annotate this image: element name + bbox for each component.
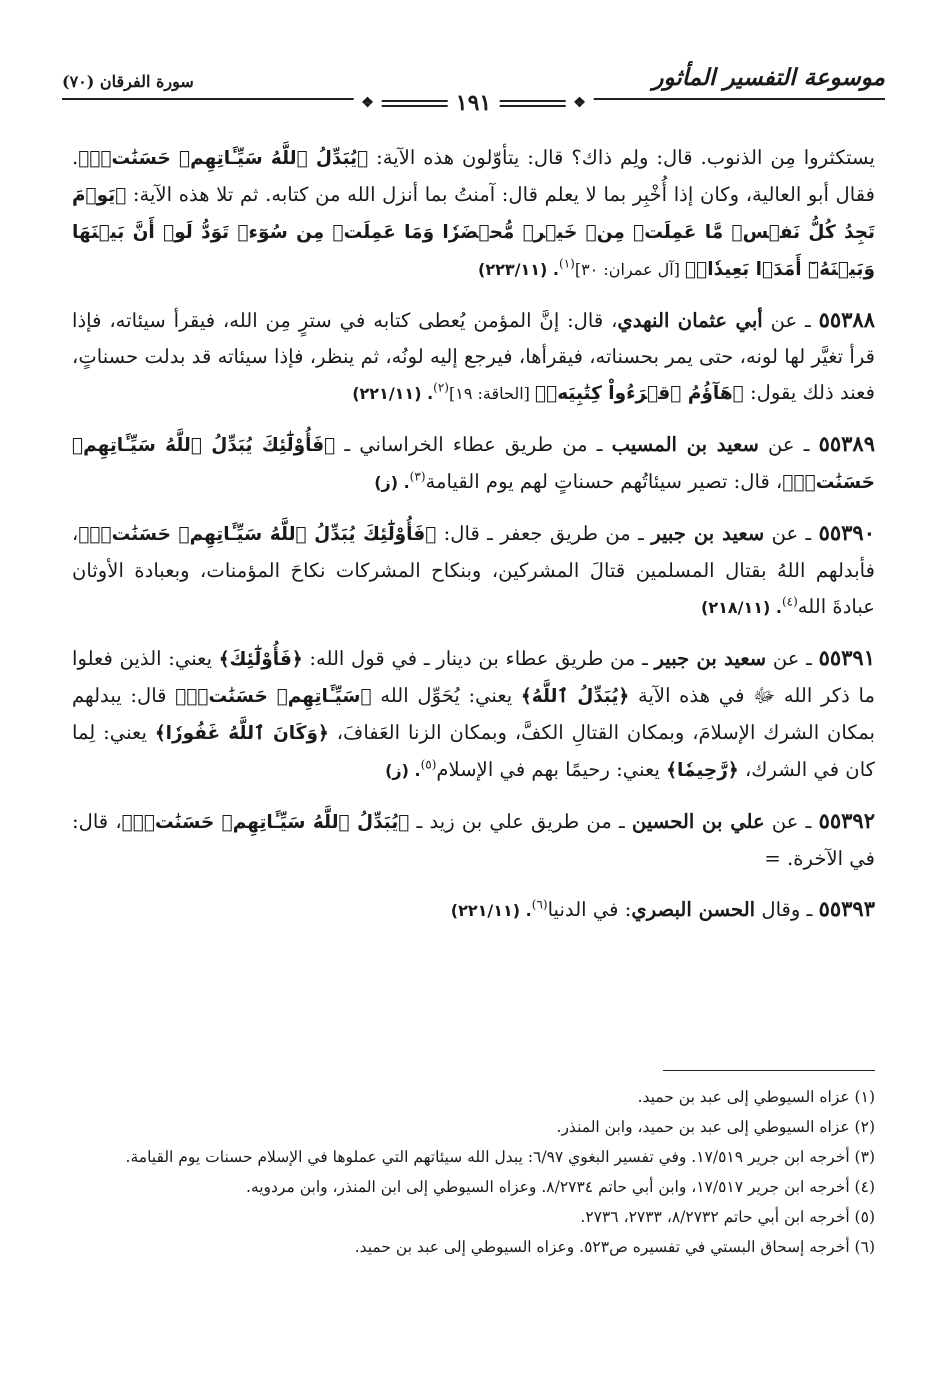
text-run: ، فأبدلهم اللهُ بقتال المسلمين قتالَ المشركين، وبنكاح المشركات نكاحَ المؤمنات، وبعبادة الأوثان عبادةَ الله [72,522,875,618]
footnote-marker[interactable]: (١) [559,256,575,271]
quran-quote: ﴿يُبَدِّلُ ٱللَّهُ سَيِّـَٔاتِهِمۡ حَسَنَٰتٖۗ﴾ [121,812,410,833]
footnote-item: (١) عزاه السيوطي إلى عبد بن حميد. [637,1088,875,1106]
footnote-marker[interactable]: (٦) [531,897,548,912]
text-run: يعني: لِما كان في الشرك، [72,721,875,781]
narrator-name: سعيد بن جبير [651,522,765,545]
text-run: ـ من طريق عطاء الخراساني ـ [335,433,612,456]
text-run: يعني: يُحَوِّل الله [371,684,521,707]
book-title: موسوعة التفسير المأثور [652,64,885,91]
footnote-item: (٣) أخرجه ابن جرير ١٧/٥١٩. وفي تفسير البغوي ٦/٩٧: يبدل الله سيئاتهم التي عملوها في الإسلام حسنات يوم القيامة. [125,1148,875,1166]
volume-page-reference: . (ز) [385,761,421,780]
footnote-marker[interactable]: (٣) [409,469,426,484]
quran-quote: ﴿وَكَانَ ٱللَّهُ غَفُورٗا﴾ [154,723,329,744]
quran-quote: ﴿سَيِّـَٔاتِهِمۡ حَسَنَٰتٖۗ﴾ [175,686,372,707]
text-run: ـ عن [764,810,819,833]
quran-quote: ﴿فَأُوْلَٰٓئِكَ يُبَدِّلُ ٱللَّهُ سَيِّـَٔاتِهِمۡ حَسَنَٰتٖۗ﴾ [78,524,437,545]
text-run: . فقال أبو العالية، وكان إذا أُخْبِر بما لا يعلم قال: آمنتُ بما أنزل الله من كتابه. ثم تلا هذه الآية: [72,146,875,206]
quran-quote: ﴿يَوۡمَ تَجِدُ كُلُّ نَفۡسٖ مَّا عَمِلَتۡ مِنۡ خَيۡرٖ مُّحۡضَرٗا وَمَا عَمِلَتۡ مِن سُوٓءٖ تَوَدُّ لَوۡ أَنَّ بَيۡنَهَا وَبَيۡنَهُۥٓ أَمَدَۢا بَعِيدٗاۗ﴾ [72,185,875,280]
text-run: ـ عن [762,309,819,332]
footnote-item: (٤) أخرجه ابن جرير ١٧/٥١٧، وابن أبي حاتم ٨/٢٧٣٤. وعزاه السيوطي إلى ابن المنذر، وابن مردويه. [245,1178,875,1196]
page-number: ١٩١ [455,90,492,116]
text-run: يعني: الذين فعلوا ما ذكر الله ﷻ في هذه الآية [72,647,875,707]
footnote-item: (٢) عزاه السيوطي إلى عبد بن حميد، وابن المنذر. [556,1118,875,1136]
text-run: ، قال: إنَّ المؤمن يُعطى كتابه في سترٍ مِن الله، فيقرأ سيئاته، فإذا قرأ تغيَّر لها لونه، حتى يمر بحسناته، فيقرأها، فيرجع إليه لونُه، ثم ينظر، فإذا سيئاته قد بدلت حسناتٍ، فعند ذلك يقول: [72,309,875,404]
footnote-marker[interactable]: (٤) [781,594,798,609]
footnotes [72,1082,875,1262]
narrator-name: علي بن الحسين [631,810,765,833]
verse-reference: [آل عمران: ٣٠] [574,260,686,279]
quran-quote: ﴿يُبَدِّلُ ٱللَّهُ سَيِّـَٔاتِهِمۡ حَسَنَٰتٖۗ﴾ [78,148,369,169]
narration-paragraph [72,140,875,288]
ornament-diamond-icon: ❖ [573,95,586,111]
narration-paragraph [72,891,875,929]
quran-quote: ﴿فَأُوْلَٰٓئِكَ﴾ [218,649,303,670]
narration-paragraph [72,803,875,877]
quran-quote: ﴿هَآؤُمُ ٱقۡرَءُواْ كِتَٰبِيَهۡ﴾ [534,383,744,404]
narration-paragraph [72,640,875,789]
text-run: ، قال: تصير سيئاتُهم حسناتٍ لهم يوم القيامة [425,470,783,493]
text-run: ـ عن [758,433,819,456]
narration-number: ٥٥٣٩١ [818,645,875,670]
narrator-name: أبي عثمان النهدي [617,309,763,332]
text-run: ـ من طريق جعفر ـ قال: [436,522,652,545]
narration-number: ٥٥٣٩٢ [818,808,875,833]
footnote-marker[interactable]: (٥) [420,757,437,772]
text-run: : في الدنيا [547,898,632,921]
verse-reference: [الحاقة: ١٩] [448,384,535,403]
quran-quote: ﴿فَأُوْلَٰٓئِكَ يُبَدِّلُ ٱللَّهُ سَيِّـَٔاتِهِمۡ حَسَنَٰتٖۗ﴾ [72,435,875,493]
narration-paragraph [72,426,875,501]
narration-number: ٥٥٣٨٩ [818,431,875,456]
ornament-diamond-icon: ❖ [361,95,374,111]
quran-quote: ﴿يُبَدِّلُ ٱللَّهُ﴾ [520,686,630,707]
text-run: ـ وقال [755,898,819,921]
page-header [62,58,885,116]
volume-page-reference: . (٢٢٣/١١) [478,260,559,279]
page-number-block [353,90,594,116]
footnote-separator [663,1070,875,1071]
narrator-name: سعيد بن جبير [654,647,767,670]
narration-paragraph [72,302,875,412]
volume-page-reference: . (٢١٨/١١) [701,598,782,617]
quran-quote: ﴿رَّحِيمٗا﴾ [666,760,739,781]
footnote-marker[interactable]: (٢) [433,380,449,395]
volume-page-reference: . (ز) [374,473,410,492]
footnote-item: (٥) أخرجه ابن أبي حاتم ٨/٢٧٣٢، ٢٧٣٣، ٢٧٣٦. [580,1208,875,1226]
surah-label: سورة الفرقان (٧٠) [62,72,194,91]
narration-number: ٥٥٣٨٨ [818,307,875,332]
narration-number: ٥٥٣٩٣ [818,896,875,921]
text-run: قال: يبدلهم بمكان الشرك الإسلامَ، وبمكان القتالِ الكفَّ، وبمكان الزنا العَفافَ، [72,684,876,744]
text-run: ـ من طريق علي بن زيد ـ [409,810,632,833]
narration-paragraph [72,515,875,626]
text-run: يستكثروا مِن الذنوب. قال: ولِم ذاك؟ قال: يتأوّلون هذه الآية: [368,146,875,169]
footnote-item: (٦) أخرجه إسحاق البستي في تفسيره ص٥٢٣. وعزاه السيوطي إلى عبد بن حميد. [354,1238,875,1256]
text-run: ـ عن [764,522,819,545]
volume-page-reference: . (٢٢١/١١) [352,384,434,403]
text-run: يعني: رحيمًا بهم في الإسلام [436,758,667,781]
narrator-name: الحسن البصري [631,898,756,921]
text-run: ـ من طريق عطاء بن دينار ـ في قول الله: [302,647,655,670]
narration-number: ٥٥٣٩٠ [818,520,875,545]
volume-page-reference: . (٢٢١/١١) [450,901,532,920]
text-run: ـ عن [766,647,819,670]
narrator-name: سعيد بن المسيب [611,433,759,456]
ornament-double-rule [499,99,565,108]
ornament-double-rule [382,99,448,108]
text-run: ، قال: في الآخرة. = [72,810,875,870]
body-text [72,140,875,943]
